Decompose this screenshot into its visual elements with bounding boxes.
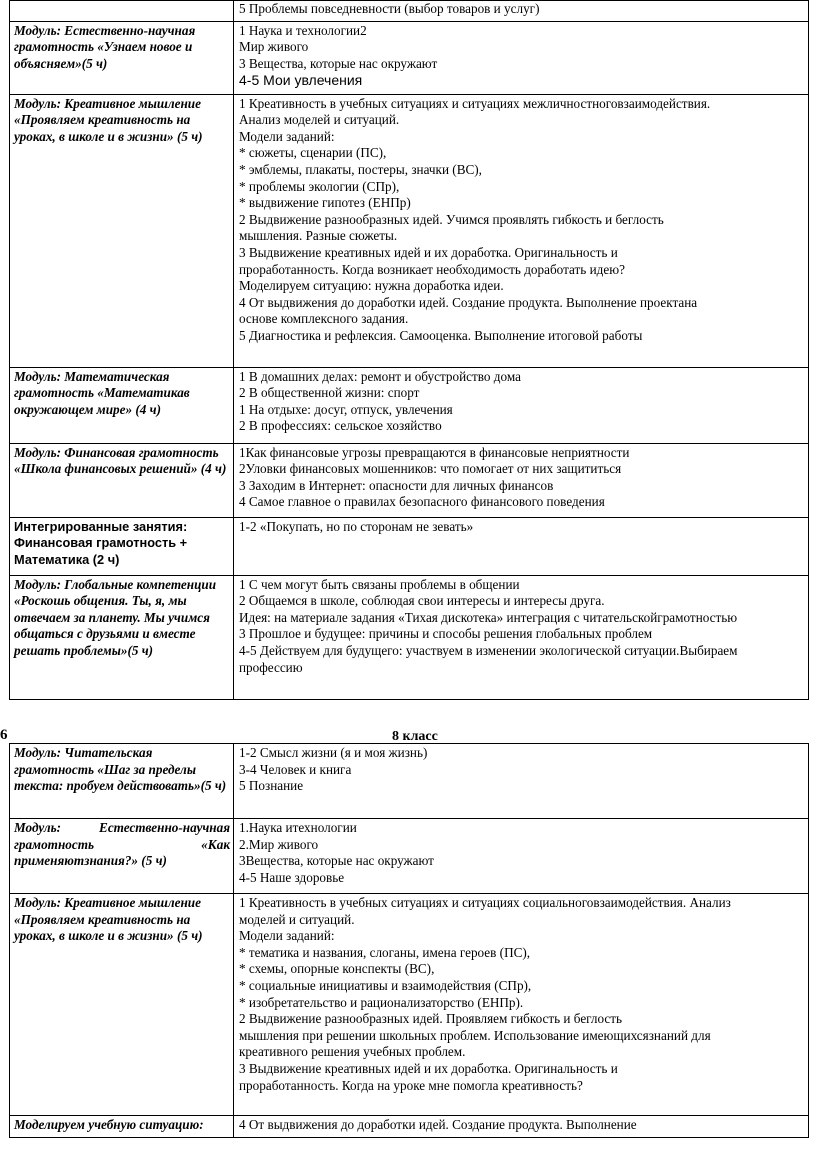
- topic-line: проработанность. Когда возникает необходимость доработать идею?: [239, 261, 625, 277]
- page-number: 6: [0, 727, 8, 743]
- topic-line: 1 Креативность в учебных ситуациях и ситуациях социальноговзаимодействия. Анализ: [239, 895, 731, 910]
- topics-cell: [234, 443, 809, 517]
- table-row: [10, 1116, 809, 1138]
- topic-line: Модели заданий:: [239, 928, 335, 944]
- module-cell: Модуль: Естественно-научная грамотность «Узнаем новое и объясняем»(5 ч): [10, 21, 234, 94]
- topic-line: 1Как финансовые угрозы превращаются в финансовые неприятности: [239, 444, 630, 460]
- module-cell: Модуль: Креативное мышление «Проявляем креативность на уроках, в школе и в жизни» (5 ч): [10, 894, 234, 1116]
- grade-title: 8 класс: [392, 729, 438, 744]
- topic-line: * выдвижение гипотез (ЕНПр): [239, 195, 411, 211]
- topics-cell: [234, 517, 809, 575]
- topics-cell: [234, 744, 809, 819]
- topic-line: * эмблемы, плакаты, постеры, значки (ВС),: [239, 161, 482, 177]
- module-cell: [10, 1, 234, 22]
- topics-cell: [234, 367, 809, 443]
- topic-line: * социальные инициативы и взаимодействия (СПр),: [239, 977, 532, 993]
- topics-cell: [234, 1, 809, 22]
- table-row: [10, 744, 809, 819]
- topic-line: * тематика и названия, слоганы, имена героев (ПС),: [239, 944, 531, 960]
- topic-line: * схемы, опорные конспекты (ВС),: [239, 961, 435, 977]
- topic-line: 1-2 Смысл жизни (я и моя жизнь): [239, 745, 428, 760]
- topic-line: креативного решения учебных проблем.: [239, 1044, 466, 1060]
- module-cell: Модуль: Креативное мышление «Проявляем креативность на уроках, в школе и в жизни» (5 ч): [10, 94, 234, 367]
- topic-line: 4 Самое главное о правилах безопасного финансового поведения: [239, 494, 605, 510]
- topic-line: 2 Выдвижение разнообразных идей. Учимся проявлять гибкость и беглость: [239, 211, 664, 227]
- topic-line: Мир живого: [239, 39, 309, 55]
- topics-cell: [234, 575, 809, 699]
- table-row: [10, 443, 809, 517]
- topic-line: 1.Наука итехнологии: [239, 820, 357, 835]
- table-row: [10, 21, 809, 94]
- topic-line: 4 От выдвижения до доработки идей. Создание продукта. Выполнение: [239, 1117, 637, 1132]
- topic-line: 2 Общаемся в школе, соблюдая свои интересы и интересы друга.: [239, 593, 605, 609]
- topic-line: 3 Выдвижение креативных идей и их доработка. Оригинальность и: [239, 1060, 618, 1076]
- topics-cell: [234, 894, 809, 1116]
- module-cell: Модуль: Естественно-научная грамотность «Как применяютзнания?» (5 ч): [10, 819, 234, 894]
- topics-cell: [234, 1116, 809, 1138]
- topic-line: 5 Познание: [239, 778, 304, 794]
- curriculum-table-7: [9, 0, 809, 700]
- topic-line: 4 От выдвижения до доработки идей. Создание продукта. Выполнение проектана: [239, 294, 698, 310]
- table-row: [10, 517, 809, 575]
- topic-line: 2.Мир живого: [239, 836, 319, 852]
- topic-line: * сюжеты, сценарии (ПС),: [239, 145, 387, 161]
- module-cell: Модуль: Финансовая грамотность «Школа финансовых решений» (4 ч): [10, 443, 234, 517]
- table-row: [10, 894, 809, 1116]
- module-cell: Модуль: Глобальные компетенции «Роскошь общения. Ты, я, мы отвечаем за планету. Мы учимся общаться с друзьями и вместе решать проблемы»(5 ч): [10, 575, 234, 699]
- topic-line: 1 С чем могут быть связаны проблемы в общении: [239, 576, 520, 592]
- topic-line: 3 Заходим в Интернет: опасности для личных финансов: [239, 477, 554, 493]
- topic-line: Моделируем ситуацию: нужна доработка идеи.: [239, 278, 504, 294]
- topics-cell: [234, 94, 809, 367]
- topic-line: 1 На отдыхе: досуг, отпуск, увлечения: [239, 401, 453, 417]
- topic-line: 3Вещества, которые нас окружают: [239, 853, 434, 869]
- topic-line: 4-5 Мои увлечения: [239, 72, 363, 89]
- topic-line: * проблемы экологии (СПр),: [239, 178, 400, 194]
- table-row: [10, 367, 809, 443]
- table-row: [10, 94, 809, 367]
- topic-line: 2 Выдвижение разнообразных идей. Проявляем гибкость и беглость: [239, 1011, 623, 1027]
- topic-line: 3 Прошлое и будущее: причины и способы решения глобальных проблем: [239, 626, 653, 642]
- topic-line: Анализ моделей и ситуаций.: [239, 112, 400, 128]
- topic-line: мышления при решении школьных проблем. Использование имеющихсязнаний для: [239, 1027, 711, 1043]
- topic-line: 4-5 Действуем для будущего: участвуем в изменении экологической ситуации.Выбираем: [239, 642, 738, 658]
- topic-line: Модели заданий:: [239, 128, 335, 144]
- topic-line: 5 Диагностика и рефлексия. Самооценка. Выполнение итоговой работы: [239, 327, 643, 343]
- module-cell: Интегрированные занятия: Финансовая грамотность + Математика (2 ч): [10, 517, 234, 575]
- module-cell: Моделируем учебную ситуацию:: [10, 1116, 234, 1138]
- topic-line: 3 Вещества, которые нас окружают: [239, 55, 438, 71]
- topic-line: 2 В общественной жизни: спорт: [239, 385, 420, 401]
- topic-line: 4-5 Наше здоровье: [239, 869, 345, 885]
- topic-line: 1 Наука и технологии2: [239, 22, 367, 38]
- topic-line: проработанность. Когда на уроке мне помогла креативность?: [239, 1077, 583, 1093]
- topic-line: 5 Проблемы повседневности (выбор товаров и услуг): [239, 1, 540, 16]
- curriculum-table-8: [9, 743, 809, 1138]
- topic-line: 2Уловки финансовых мошенников: что помогает от них защититься: [239, 461, 622, 477]
- topic-line: 2 В профессиях: сельское хозяйство: [239, 418, 442, 434]
- topic-line: 3-4 Человек и книга: [239, 761, 352, 777]
- topic-line: 3 Выдвижение креативных идей и их доработка. Оригинальность и: [239, 244, 618, 260]
- module-cell: Модуль: Читательская грамотность «Шаг за пределы текста: пробуем действовать»(5 ч): [10, 744, 234, 819]
- topic-line: основе комплексного задания.: [239, 311, 409, 327]
- topics-cell: [234, 819, 809, 894]
- topic-line: * изобретательство и рационализаторство (ЕНПр).: [239, 994, 524, 1010]
- topic-line: 1-2 «Покупать, но по сторонам не зевать»: [239, 518, 474, 534]
- table-row: [10, 1, 809, 22]
- module-cell: Модуль: Математическая грамотность «Математикав окружающем мире» (4 ч): [10, 367, 234, 443]
- topic-line: 1 Креативность в учебных ситуациях и ситуациях межличностноговзаимодействия.: [239, 95, 711, 111]
- table-row: [10, 575, 809, 699]
- topics-cell: [234, 21, 809, 94]
- topic-line: 1 В домашних делах: ремонт и обустройство дома: [239, 368, 521, 384]
- table-row: [10, 819, 809, 894]
- topic-line: Идея: на материале задания «Тихая дискотека» интеграция с читательскойграмотностью: [239, 609, 738, 625]
- topic-line: профессию: [239, 659, 303, 675]
- topic-line: моделей и ситуаций.: [239, 911, 355, 927]
- topic-line: мышления. Разные сюжеты.: [239, 228, 398, 244]
